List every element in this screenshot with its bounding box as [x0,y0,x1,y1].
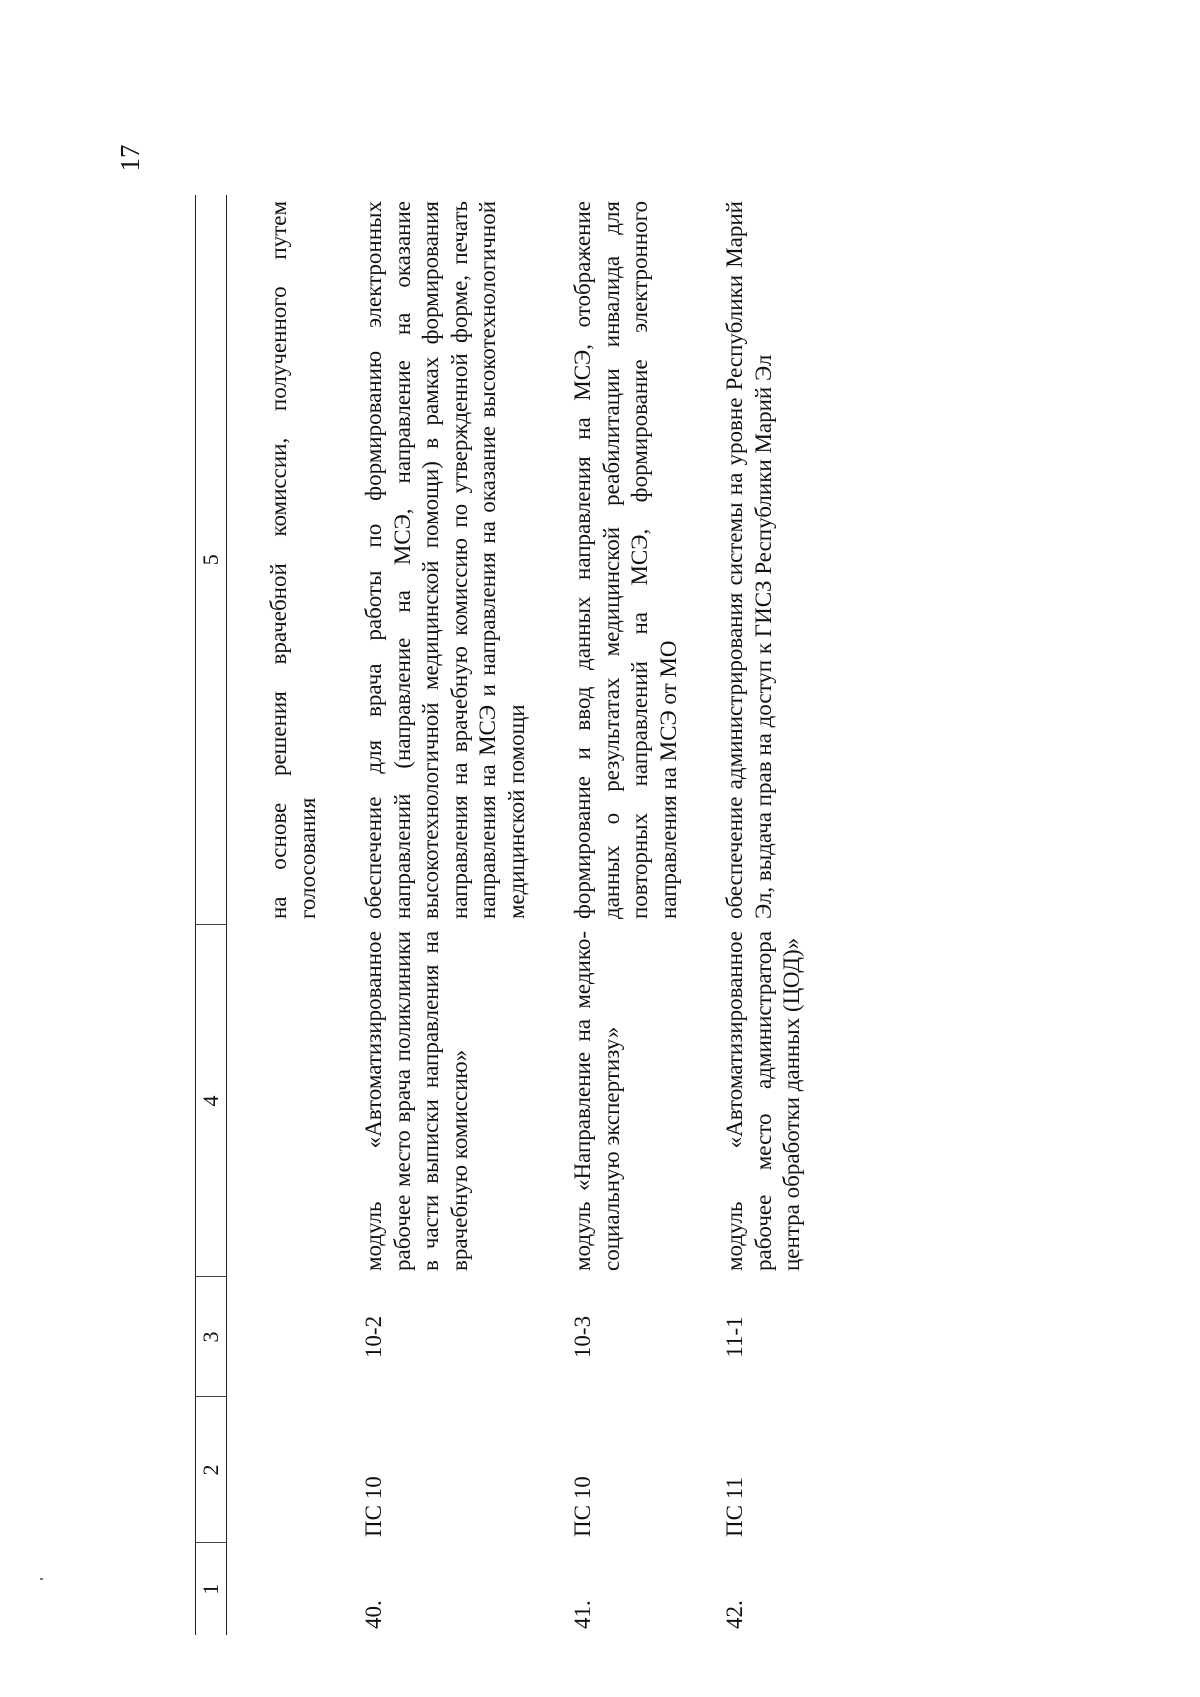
table-row-continuation [227,195,357,1635]
cell-code [227,1277,357,1397]
cell-num [227,1543,357,1635]
header-col-1: 1 [196,1543,227,1635]
header-col-3: 3 [196,1277,227,1397]
cell-module [356,925,565,1277]
cell-ps [227,1397,357,1543]
cell-module [717,925,841,1277]
cell-num: 42. [722,1600,747,1629]
header-col-5: 5 [196,195,227,925]
module-text: модуль «Автоматизированное рабочее место врача поликлиники в части выписки направления на врачебную комиссию» [361,931,472,1271]
rotated-table-sheet [195,195,1095,1635]
cell-code: 10-2 [361,1315,386,1359]
description-text: на основе решения врачебной комиссии, полученного путем голосования [266,201,320,919]
cell-ps: ПС 11 [722,1477,747,1537]
cell-code: 11-1 [722,1316,747,1358]
cell-ps: ПС 10 [570,1476,595,1537]
cell-description [356,195,565,925]
cell-module [565,925,717,1277]
cell-num: 40. [361,1600,386,1629]
page-number: 17 [115,144,145,172]
cell-description [227,195,357,925]
cell-code: 10-3 [570,1315,595,1359]
table-header-row [196,195,227,1635]
cell-description [717,195,841,925]
table-row-42 [717,195,841,1635]
cell-num: 41. [570,1600,595,1629]
scan-speck [40,1578,43,1580]
cell-description [565,195,717,925]
header-col-4: 4 [196,925,227,1277]
description-text: формирование и ввод данных направления на МСЭ, отображение данных о результатах медицинской реабилитации инвалида для повторных направлений на МСЭ, формирование электронного направления на МСЭ от МО [570,201,681,919]
module-text: модуль «Направление на медико-социальную экспертизу» [570,931,624,1271]
table-row-40 [356,195,565,1635]
table-row-41 [565,195,717,1635]
header-col-2: 2 [196,1397,227,1543]
cell-ps: ПС 10 [361,1476,386,1537]
cell-module [227,925,357,1277]
module-text: модуль «Автоматизированное рабочее место администратора центра обработки данных (ЦОД)» [722,931,804,1271]
services-table [195,195,841,1635]
description-text: обеспечение администрирования системы на уровне Республики Марий Эл, выдача прав на доступ к ГИСЗ Республики Марий Эл [722,201,776,919]
description-text: обеспечение для врача работы по формированию электронных направлений (направление на МСЭ, направление на оказание высокотехнологичной медицинской помощи) в рамках формирования направления на врачебную комиссию по утвержденной форме, печать направления на МСЭ и направления на оказание высокотехнологичной медицинской помощи [361,201,529,919]
